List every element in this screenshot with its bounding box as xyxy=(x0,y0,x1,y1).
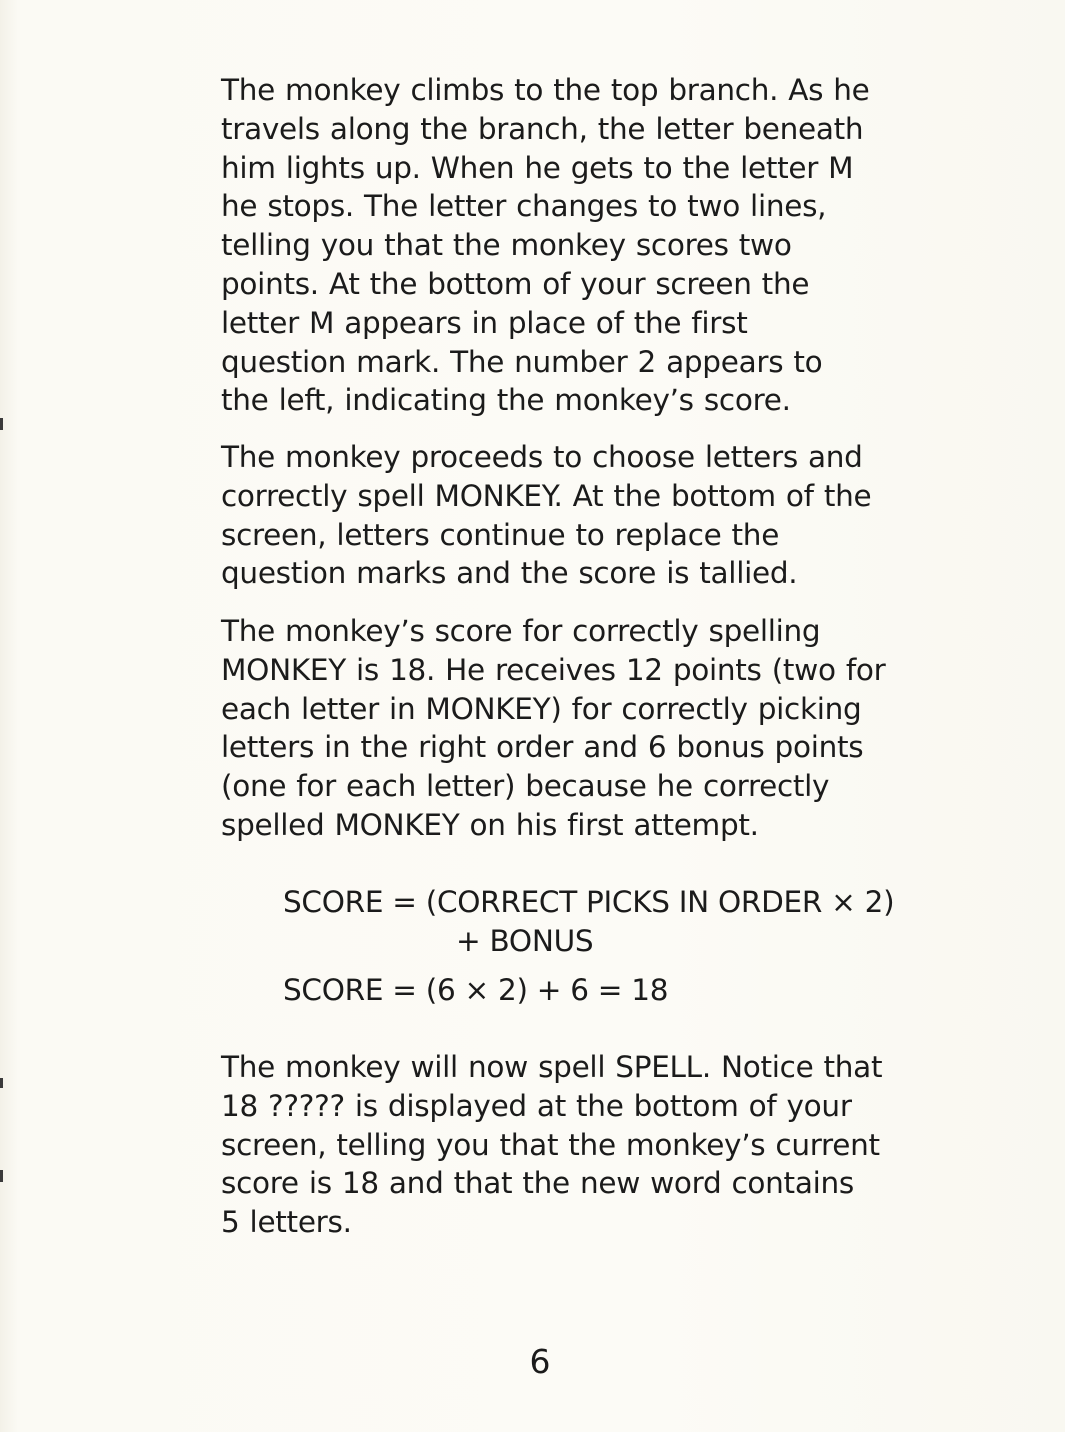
paragraph-monkey-proceeds xyxy=(221,438,951,593)
text-line: The monkey’s score for correctly spelling xyxy=(221,614,821,648)
paragraph-monkey-climbs xyxy=(221,71,951,420)
text-line: question marks and the score is tallied. xyxy=(221,556,798,591)
paragraph-spell-word xyxy=(221,1048,951,1242)
text-line: points. At the bottom of your screen the xyxy=(221,266,810,301)
text-line: letters in the right order and 6 bonus points xyxy=(221,730,864,765)
text-line: telling you that the monkey scores two xyxy=(221,228,792,263)
text-line: 18 ????? is displayed at the bottom of your xyxy=(221,1088,852,1123)
formula-example: SCORE = (6 × 2) + 6 = 18 xyxy=(283,973,669,1007)
paragraph-monkey-score xyxy=(221,612,951,845)
page-number: 6 xyxy=(529,1342,551,1381)
text-line: letter M appears in place of the first xyxy=(221,305,748,340)
text-line: spelled MONKEY on his first attempt. xyxy=(221,807,759,842)
text-line: correctly spell MONKEY. At the bottom of the xyxy=(221,478,872,513)
formula-line: + BONUS xyxy=(456,924,594,958)
binding-mark xyxy=(0,1170,3,1182)
text-line: The monkey climbs to the top branch. As he xyxy=(221,73,870,107)
text-line: screen, letters continue to replace the xyxy=(221,517,780,552)
text-line: 5 letters. xyxy=(221,1205,352,1240)
text-line: (one for each letter) because he correctly xyxy=(221,769,830,804)
binding-mark xyxy=(0,418,3,430)
binding-mark xyxy=(0,1078,3,1088)
text-line: him lights up. When he gets to the letter M xyxy=(221,150,854,185)
text-line: screen, telling you that the monkey’s current xyxy=(221,1127,880,1162)
text-line: MONKEY is 18. He receives 12 points (two for xyxy=(221,652,886,687)
text-line: the left, indicating the monkey’s score. xyxy=(221,383,791,418)
text-line: he stops. The letter changes to two lines, xyxy=(221,189,827,224)
text-line: travels along the branch, the letter beneath xyxy=(221,111,864,146)
text-line: The monkey will now spell SPELL. Notice that xyxy=(221,1050,883,1084)
text-line: question mark. The number 2 appears to xyxy=(221,344,823,379)
formula-line: SCORE = (CORRECT PICKS IN ORDER × 2) xyxy=(283,885,895,919)
text-line: each letter in MONKEY) for correctly picking xyxy=(221,691,862,726)
text-line: score is 18 and that the new word contains xyxy=(221,1166,854,1201)
text-line: The monkey proceeds to choose letters and xyxy=(221,440,863,474)
